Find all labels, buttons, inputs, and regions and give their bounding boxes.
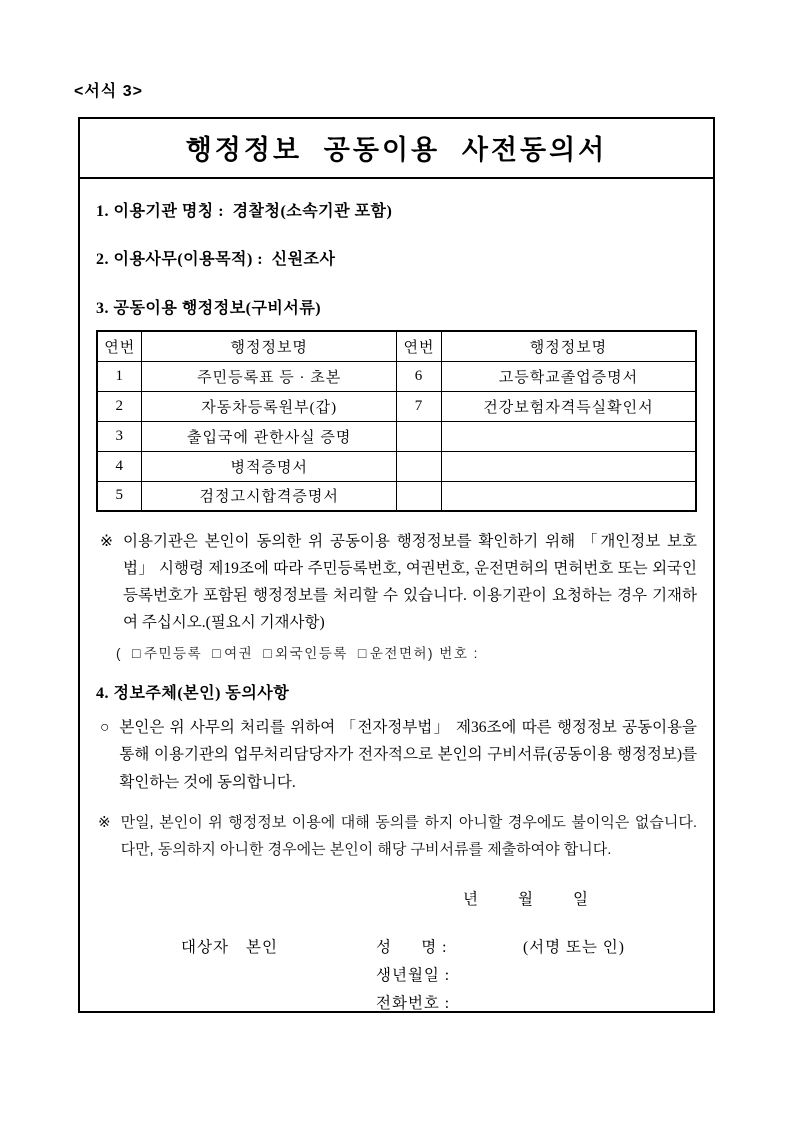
table-cell: 4 xyxy=(97,451,142,481)
page-title: 행정정보 공동이용 사전동의서 xyxy=(80,119,713,179)
id-number-line xyxy=(116,642,697,662)
checkbox-passport-label: 여권 xyxy=(224,645,254,661)
col-header-seq-right: 연번 xyxy=(396,331,441,361)
document-body xyxy=(80,198,713,1013)
checkbox-license-label: 운전면허 xyxy=(369,645,429,661)
shared-info-table xyxy=(96,330,697,512)
table-cell: 5 xyxy=(97,481,142,511)
table-cell: 고등학교졸업증명서 xyxy=(441,361,696,391)
table-cell xyxy=(396,481,441,511)
checkbox-jumin[interactable]: □ xyxy=(132,644,142,661)
table-cell: 7 xyxy=(396,391,441,421)
purpose-value: 신원조사 xyxy=(271,251,336,268)
table-cell xyxy=(441,451,696,481)
section-purpose xyxy=(96,246,697,269)
table-cell: 건강보험자격득실확인서 xyxy=(441,391,696,421)
col-header-name-right: 행정정보명 xyxy=(441,331,696,361)
name-field-label: 성 명 : xyxy=(376,939,448,957)
col-header-seq-left: 연번 xyxy=(97,331,142,361)
subject-label: 대상자 xyxy=(181,939,229,957)
signature-or-seal-label: (서명 또는 인) xyxy=(523,939,625,957)
subject-value: 본인 xyxy=(246,939,278,957)
checkbox-alien-label: 외국인등록 xyxy=(275,645,348,661)
checkbox-alien[interactable]: □ xyxy=(263,644,274,661)
checkbox-jumin-label: 주민등록 xyxy=(143,645,203,661)
table-cell: 병적증명서 xyxy=(142,451,397,481)
phone-field-label: 전화번호 : xyxy=(376,995,451,1013)
table-cell: 검정고시합격증명서 xyxy=(142,481,397,511)
refusal-note-text: 만일, 본인이 위 행정정보 이용에 대해 동의를 하지 아니할 경우에도 불이익은 없습니다. 다만, 동의하지 아니한 경우에는 본인이 해당 구비서류를 제출하여야 합니다. xyxy=(120,814,697,859)
table-row xyxy=(97,391,696,421)
refusal-note xyxy=(96,809,697,863)
table-cell xyxy=(396,451,441,481)
circle-marker: ○ xyxy=(100,718,110,736)
table-cell: 주민등록표 등 · 초본 xyxy=(142,361,397,391)
using-agency-label: 1. 이용기관 명칭 : xyxy=(96,203,225,220)
checkbox-passport[interactable]: □ xyxy=(212,644,223,661)
document-frame xyxy=(78,117,715,1013)
privacy-note-text: 이용기관은 본인이 동의한 위 공동이용 행정정보를 확인하기 위해 「개인정보 보호법」 시행령 제19조에 따라 주민등록번호, 여권번호, 운전면허의 면허번호 또는 외국인 등록번호가 포함된 행정정보를 처리할 수 있습니다. 이용기관이 요청하는 경우 기재하여 주십시오.(필요시 기재사항) xyxy=(123,533,697,632)
col-header-name-left: 행정정보명 xyxy=(142,331,397,361)
birthdate-field-label: 생년월일 : xyxy=(376,967,451,985)
table-row xyxy=(97,481,696,511)
asterisk-marker: ※ xyxy=(100,533,113,550)
date-line: 년 월 일 xyxy=(463,891,589,909)
table-cell: 1 xyxy=(97,361,142,391)
privacy-note xyxy=(96,528,697,637)
table-header-row xyxy=(97,331,696,361)
table-cell xyxy=(441,421,696,451)
consent-statement-text: 본인은 위 사무의 처리를 위하여 「전자정부법」 제36조에 따른 행정정보 공동이용을 통해 이용기관의 업무처리담당자가 전자적으로 본인의 구비서류(공동이용 행정정보)를 확인하는 것에 동의합니다. xyxy=(119,718,697,792)
table-cell xyxy=(396,421,441,451)
table-cell: 출입국에 관한사실 증명 xyxy=(142,421,397,451)
number-field-label: ) 번호 : xyxy=(428,645,479,661)
consent-statement xyxy=(96,714,697,798)
section-consent-heading: 4. 정보주체(본인) 동의사항 xyxy=(96,684,290,702)
section-shared-info-heading: 3. 공동이용 행정정보(구비서류) xyxy=(96,300,322,317)
using-agency-value: 경찰청(소속기관 포함) xyxy=(232,203,393,220)
table-row xyxy=(97,361,696,391)
table-cell: 2 xyxy=(97,391,142,421)
table-cell: 6 xyxy=(396,361,441,391)
open-paren: ( xyxy=(116,645,122,661)
table-cell: 3 xyxy=(97,421,142,451)
checkbox-license[interactable]: □ xyxy=(357,644,368,661)
asterisk-marker: ※ xyxy=(98,814,111,832)
table-row xyxy=(97,451,696,481)
table-row xyxy=(97,421,696,451)
section-using-agency xyxy=(96,198,697,221)
purpose-label: 2. 이용사무(이용목적) : xyxy=(96,251,264,268)
form-number-label: <서식 3> xyxy=(74,83,143,100)
signature-block xyxy=(96,935,697,1013)
table-cell: 자동차등록원부(갑) xyxy=(142,391,397,421)
table-cell xyxy=(441,481,696,511)
